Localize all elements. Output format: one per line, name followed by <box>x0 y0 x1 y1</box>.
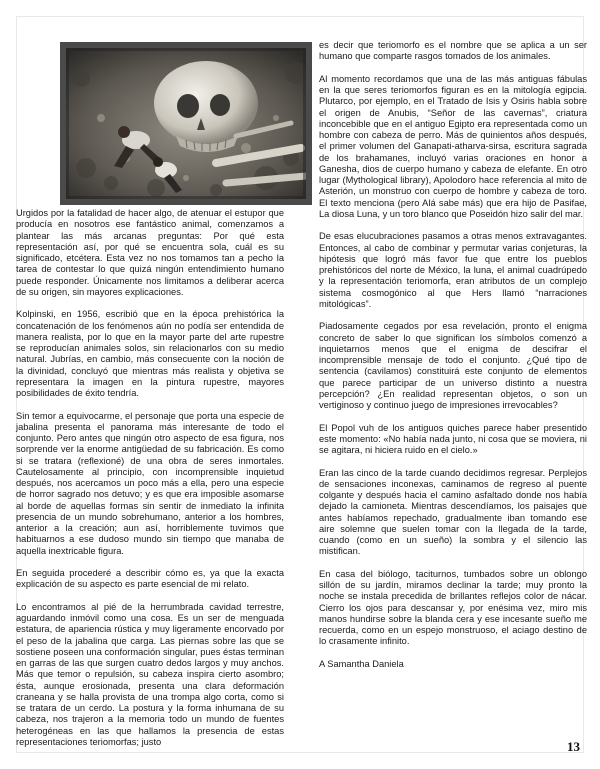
left-paragraph-3: Sin temor a equivocarme, el personaje que porta una especie de jabalina presenta el panorama más interesante de todo el conjunto. Pero antes que ningún otro aspecto de esa figura, nos sorprende ver la enorme antigüedad de su fabricación. Es como si se tratara (reflexioné) de una obra de seres inmortales. Cautelosamente al principio, con incomprensible inquietud después, nos acercamos un poco más a ella, pero una especie de horror sagrado nos detuvo; y es que era imposible asomarse al borde de aquellas formas sin sentir de inmediato la infinita presencia de un mundo sobrehumano, anterior a los hombres, anterior a la creación; aun así, horriblemente tuvimos que habituarnos a ese dudoso mundo sin tiempo que manaba de aquella inextricable figura. <box>16 410 284 556</box>
page-number: 13 <box>567 739 580 754</box>
right-paragraph-2: Al momento recordamos que una de las más antiguas fábulas en la que seres teriomorfos figuran es en la mitología egipcia. Plutarco, por ejemplo, en el Tratado de Isis y Osiris habla sobre el origen de Anubis, “Señor de las cavernas”, criatura inconcebible que en el antiguo Egipto era representada como un hombre con cabeza de perro. Más de quinientos años después, el primer volumen del Ganapati-atharva-sirsa, escritura sagrada de los brahamanes, incluyó varias oraciones en honor a Ganesha, dios de cuerpo humano y cabeza de elefante. En otro lugar (Mythological library), Apolodoro hace referencia al mito de Asterión, un monstruo con cuerpo de hombre y cabeza de toro. El texto menciona (pero Alá sabe más) que era hijo de Pasifae, La diosa Luna, y un toro blanco que Poseidón hizo salir del mar. <box>319 73 587 219</box>
right-column <box>319 40 587 681</box>
right-paragraph-4: Piadosamente cegados por esa revelación, pronto el enigma concreto de saber lo que significan los símbolos comenzó a inquietarnos menos que el enigma de descifrar el incomprensible mensaje de todo el conjunto. ¿Qué tipo de sentencia (cavilamos) constituirá este conjunto de elementos que parece participar de un universo distinto a nuestra percepción? ¿En realidad representan objetos, o son un vertiginoso y continuo juego de impresiones irrevocables? <box>319 321 587 410</box>
left-paragraph-2: Kolpinski, en 1956, escribió que en la época prehistórica la concatenación de los fenómenos aún no podía ser entendida de manera realista, por lo que en la mayor parte del arte rupestre se reproducían animales solos, sin relacionarlos con su medio natural. Jubrías, en cambio, más consecuente con la noción de la divinidad, concluyó que mientras más realista y objetiva se representara la imagen en la pintura rupestre, mayores posibilidades de éxito tendría. <box>16 309 284 398</box>
right-paragraph-7: En casa del biólogo, taciturnos, tumbados sobre un oblongo sillón de su jardín, miramos declinar la tarde; muy pronto la noche se instala precedida de brillantes reflejos color de nácar. Cierro los ojos para descansar y, por enésima vez, miro mis manos hundirse sobre la blanda cera y ese incesante sueño me recuerda, como en un espejo monstruoso, el aciago destino de lo crasamente infinito. <box>319 568 587 647</box>
excavation-photo <box>60 42 312 205</box>
left-paragraph-1: Urgidos por la fatalidad de hacer algo, de atenuar el estupor que producía en nosotros ese fantástico animal, comenzamos a plantear las más arcanas preguntas: Por qué esta representación así, por qué se encuentra sola, cuál es su significado, etcétera. Esta vez no nos tomamos tan a pecho la tarea de contestar lo que quizá ningún entendimiento humano puede responder. Únicamente nos limitamos a deliberar acerca de su origen, sin mayores explicaciones. <box>16 208 284 297</box>
right-paragraph-6: Eran las cinco de la tarde cuando decidimos regresar. Perplejos de sensaciones inconexas, caminamos de regreso al puente colgante y después hacia el camino asfaltado donde nos había dejado la camioneta. Mientras descendíamos, los paisajes que antes habíamos repechado, gradualmente iban tomando ese aire solemne que suelen tomar con la llegada de la tarde, cuando (como en un sueño) la sombra y el silencio las mistifican. <box>319 467 587 557</box>
left-column <box>16 208 284 759</box>
right-paragraph-5: El Popol vuh de los antiguos quiches parece haber presentido este momento: «No había nada junto, ni cosa que se moviera, ni se agitara, ni hiciera ruido en el cielo.» <box>319 422 587 455</box>
signature-dedication: A Samantha Daniela <box>319 658 404 669</box>
left-paragraph-5: Lo encontramos al pié de la herrumbrada cavidad terrestre, aguardando inmóvil como una cosa. Es un ser de menguada estatura, de apariencia rústica y muy ligeramente encorvado por el peso de la jabalina que carga. Las piernas sobre las que se sostiene poseen una conformación singular, pues éstas terminan en garras de las que surgen cuatro dedos largos y muy anchos. Más que temor o repulsión, su cabeza inspira cierto asombro; ésta, aunque erosionada, presenta una clara deformación craneana y se halla provista de una trompa algo corta, como si se tratara de un cerdo. La postura y la forma inhumana de su cabeza, nos trajeron a la memoria todo un mundo de fuentes heterogéneas en las que hallamos la presencia de estas representaciones teriomorfas; justo <box>16 601 284 747</box>
right-paragraph-1: es decir que teriomorfo es el nombre que se aplica a un ser humano que comparte rasgos tomados de los animales. <box>319 40 587 62</box>
right-paragraph-3: De esas elucubraciones pasamos a otras menos extravagantes. Entonces, al cabo de combinar y permutar varias conjeturas, la hipótesis que logró más favor fue que entre los pueblos prehistóricos del norte de México, la luna, el animal cuadrúpedo y la representación teriomorfa, eran atributos de un complejo sistema cosmogónico al que Hers llamó “narraciones mitológicas”. <box>319 231 587 309</box>
left-paragraph-4: En seguida procederé a describir cómo es, ya que la exacta explicación de su aspecto es parte esencial de mi relato. <box>16 568 284 590</box>
skull-photo-icon <box>66 48 306 199</box>
